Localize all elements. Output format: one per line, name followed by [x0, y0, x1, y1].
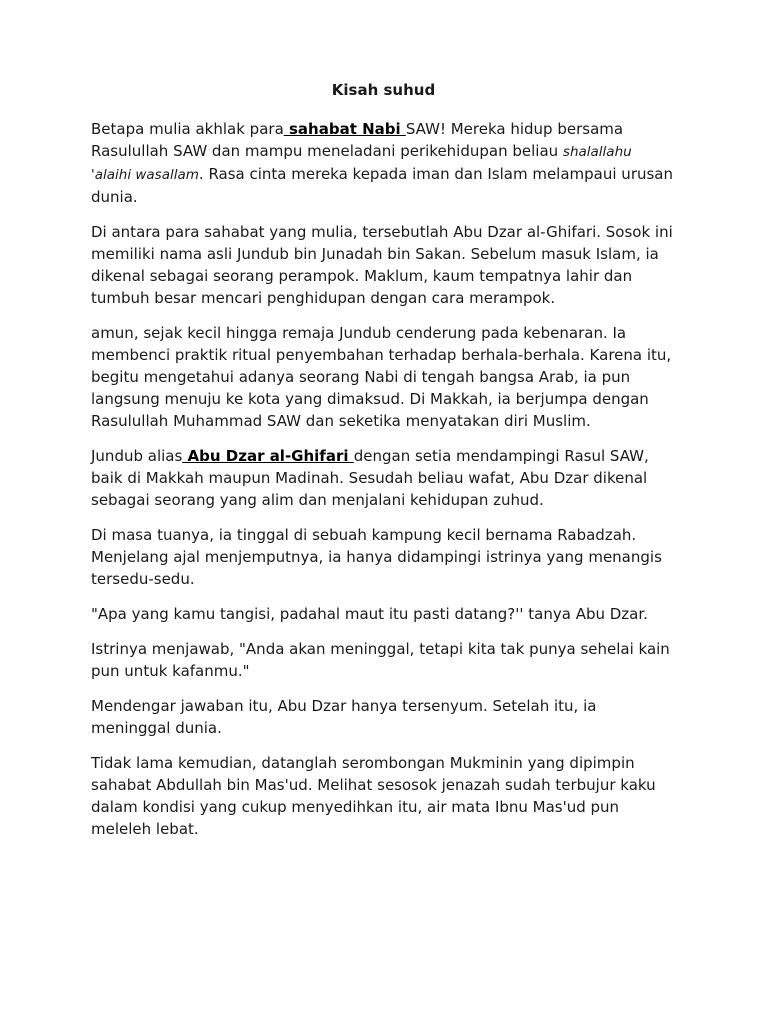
link-abu-dzar[interactable]: Abu Dzar al-Ghifari	[182, 447, 354, 465]
link-sahabat-nabi[interactable]: sahabat Nabi	[283, 120, 406, 138]
paragraph-intro-pre: Betapa mulia akhlak para	[91, 120, 284, 138]
paragraph-jundub-alias-post: dengan setia mendampingi Rasul SAW, baik di Makkah maupun Madinah. Sesudah beliau wafat, Abu Dzar dikenal sebagai seorang yang alim dan menjalani kehidupan zuhud.	[91, 447, 649, 509]
paragraph-jundub-alias-pre: Jundub alias	[91, 447, 183, 465]
document-title: Kisah suhud	[331, 81, 436, 99]
paragraph-intro-mid: SAW! Mereka hidup bersama Rasulullah SAW dan mampu meneladani perikehidupan beliau	[91, 120, 624, 160]
paragraph-intro	[91, 118, 676, 208]
paragraph-question: "Apa yang kamu tangisi, padahal maut itu pasti datang?'' tanya Abu Dzar.	[91, 605, 648, 623]
paragraph-jundub-alias	[91, 445, 676, 511]
paragraph-intro-italic: shalallahu 'alaihi wasallam	[91, 144, 632, 183]
paragraph-wife-answer: Istrinya menjawab, "Anda akan meninggal, tetapi kita tak punya sehelai kain pun untuk kafanmu."	[91, 640, 670, 680]
paragraph-old-age: Di masa tuanya, ia tinggal di sebuah kampung kecil bernama Rabadzah. Menjelang ajal menjemputnya, ia hanya didampingi istrinya yang menangis tersedu-sedu.	[91, 526, 662, 588]
paragraph-abu-dzar-intro: Di antara para sahabat yang mulia, tersebutlah Abu Dzar al-Ghifari. Sosok ini memiliki nama asli Jundub bin Junadah bin Sakan. Sebelum masuk Islam, ia dikenal sebagai seorang perampok. Maklum, kaum tempatnya lahir dan tumbuh besar mencari penghidupan dengan cara merampok.	[91, 223, 673, 307]
paragraph-intro-post: . Rasa cinta mereka kepada iman dan Islam melampaui urusan dunia.	[91, 165, 674, 206]
paragraph-death: Mendengar jawaban itu, Abu Dzar hanya tersenyum. Setelah itu, ia meninggal dunia.	[91, 697, 597, 737]
paragraph-jundub-youth: amun, sejak kecil hingga remaja Jundub cenderung pada kebenaran. Ia membenci praktik ritual penyembahan terhadap berhala-berhala. Karena itu, begitu mengetahui adanya seorang Nabi di tengah bangsa Arab, ia pun langsung menuju ke kota yang dimaksud. Di Makkah, ia berjumpa dengan Rasulullah Muhammad SAW dan seketika menyatakan diri Muslim.	[91, 324, 672, 430]
paragraph-ibnu-masud: Tidak lama kemudian, datanglah serombongan Mukminin yang dipimpin sahabat Abdullah bin Mas'ud. Melihat sesosok jenazah sudah terbujur kaku dalam kondisi yang cukup menyedihkan itu, air mata Ibnu Mas'ud pun meleleh lebat.	[91, 754, 656, 838]
